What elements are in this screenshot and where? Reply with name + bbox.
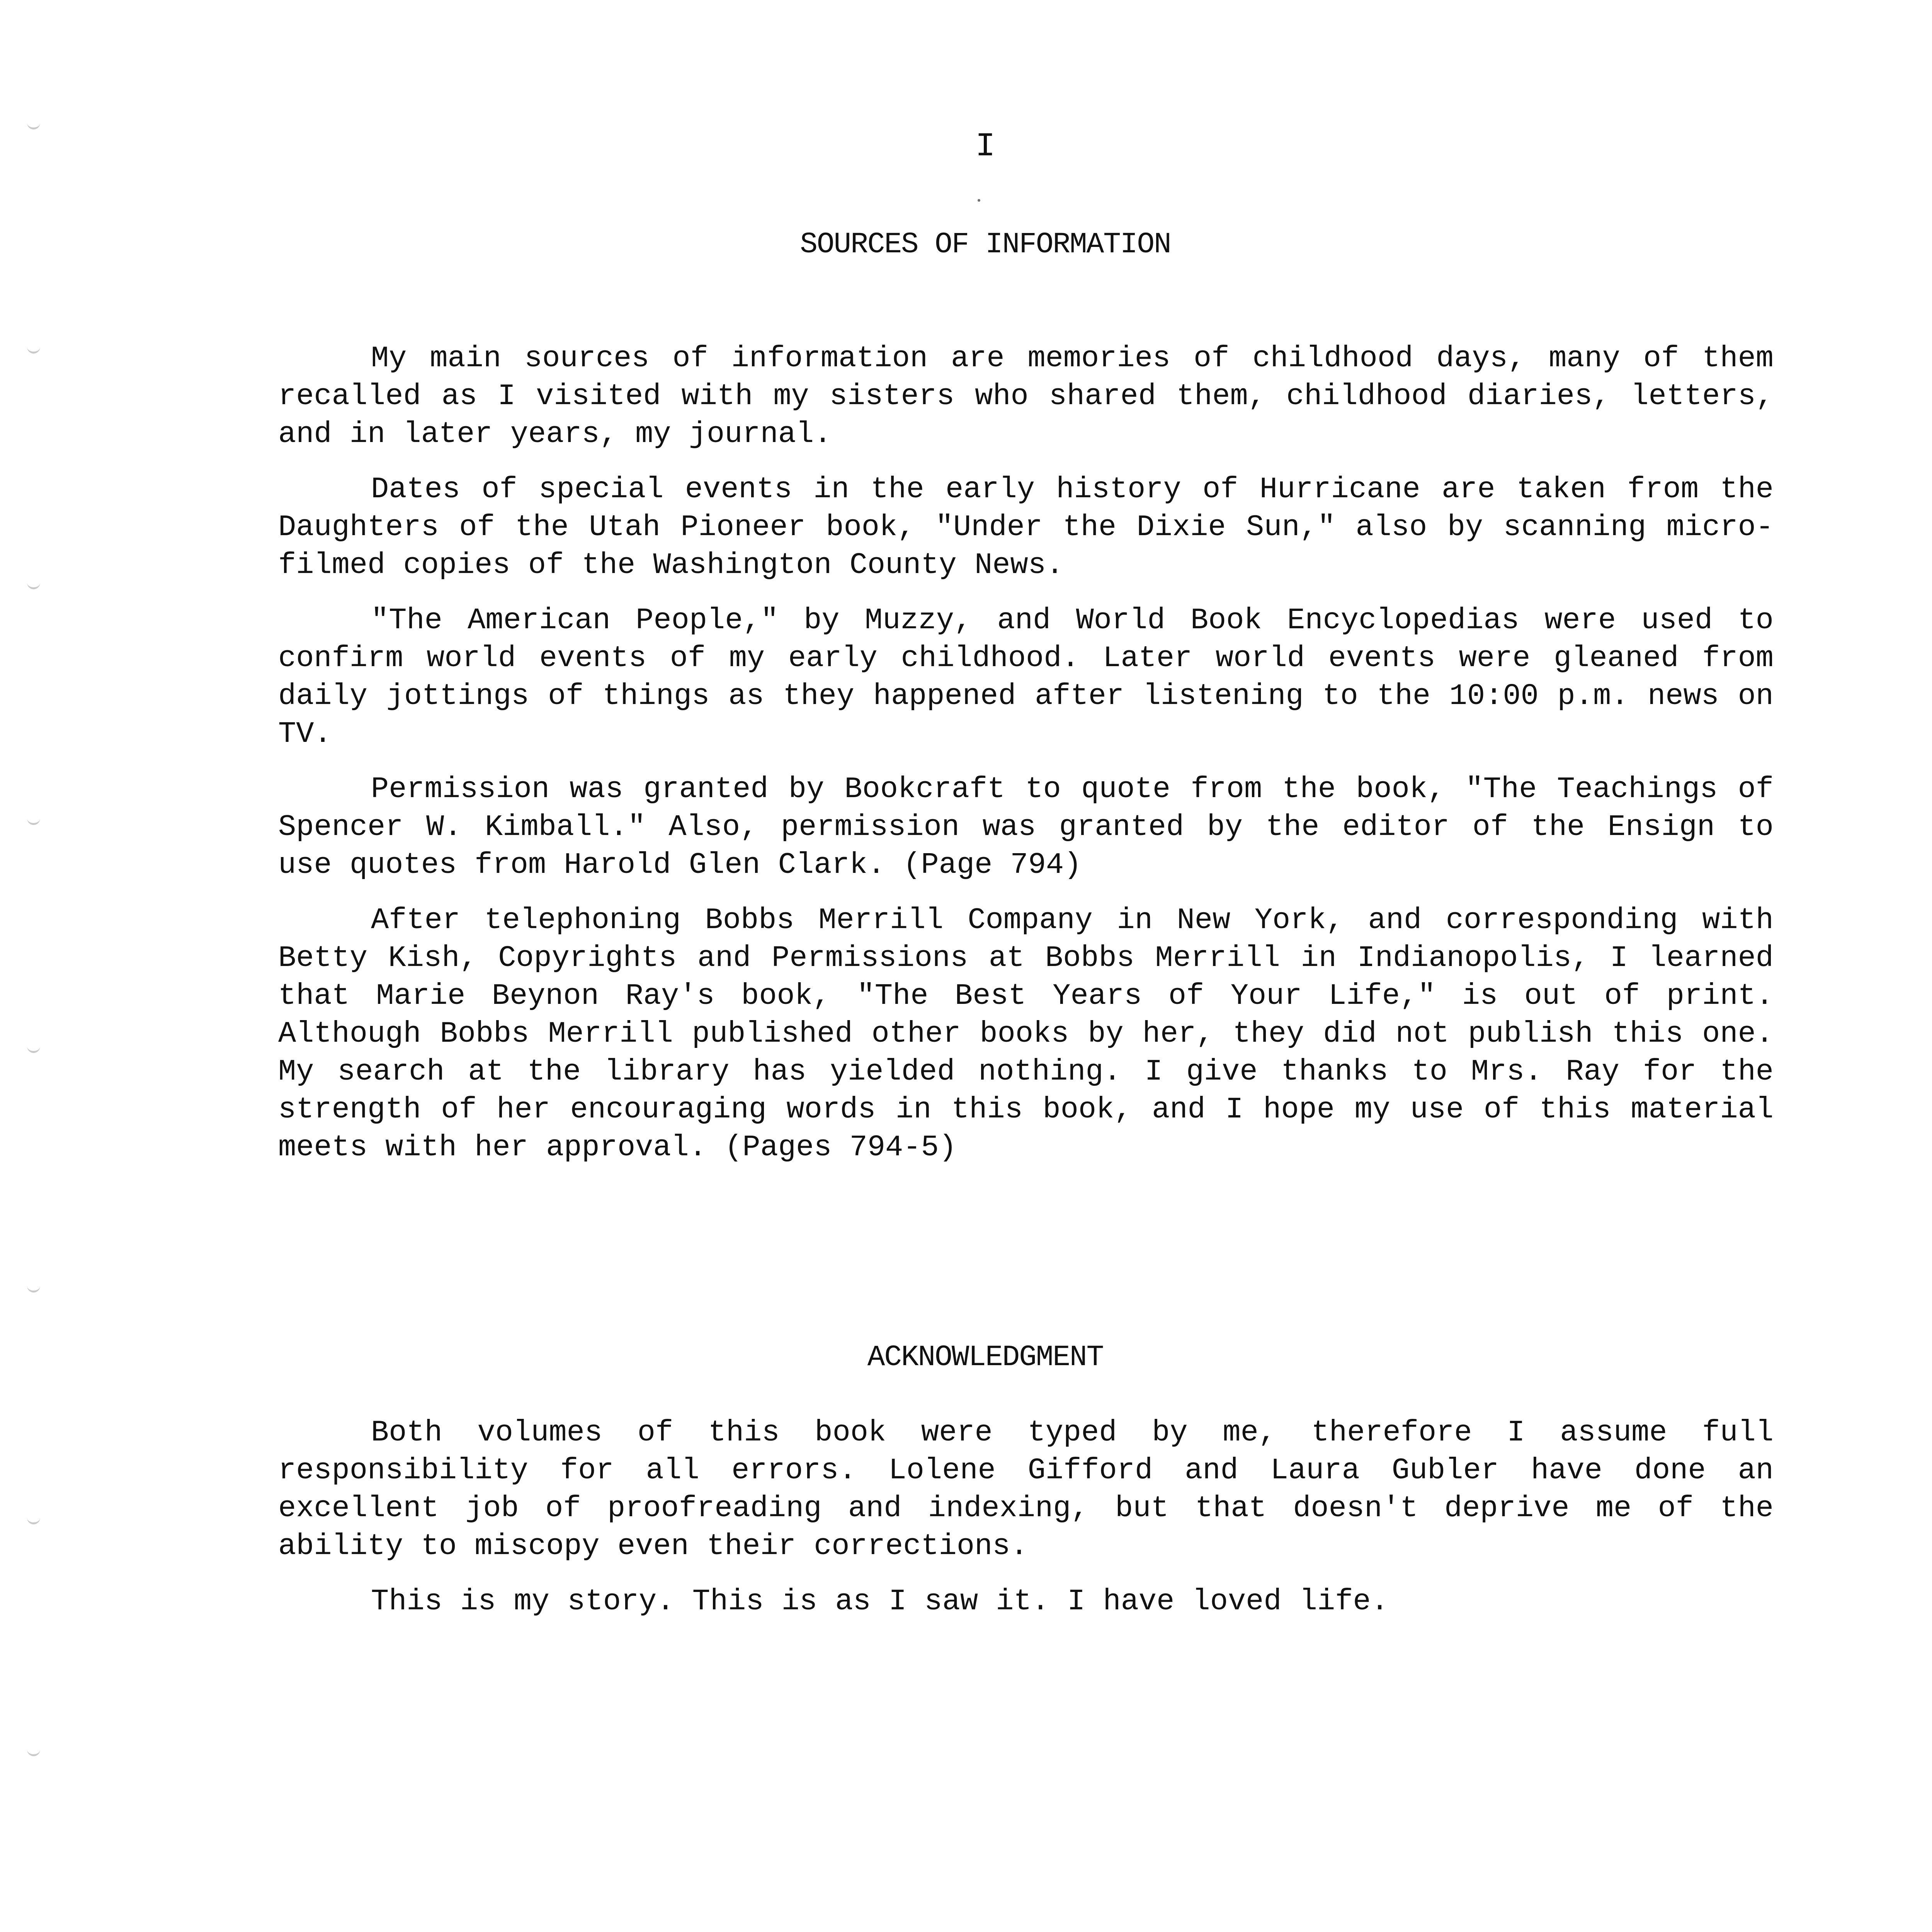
- binder-hole-mark: [27, 120, 40, 129]
- sources-paragraph: Permission was granted by Bookcraft to quote from the book, "The Teachings of Spencer W. Kimball." Also, permission was granted by the editor of the Ensign to use quotes from Harold Glen Clark. (Page 794): [278, 773, 1774, 882]
- acknowledgment-heading: ACKNOWLEDGMENT: [867, 1341, 1104, 1374]
- binder-hole-mark: [27, 815, 40, 825]
- binder-hole-mark: [27, 580, 40, 589]
- acknowledgment-paragraph: Both volumes of this book were typed by me, therefore I assume full responsibility for all errors. Lolene Gifford and Laura Gubler have done an excellent job of proofreading and indexing, but that doesn't deprive me of the ability to miscopy even their corrections.: [278, 1416, 1774, 1563]
- binder-hole-mark: [27, 1283, 40, 1293]
- sources-paragraph: My main sources of information are memories of childhood days, many of them recalled as I visited with my sisters who shared them, childhood diaries, letters, and in later years, my journal.: [278, 342, 1774, 451]
- sources-paragraph: Dates of special events in the early history of Hurricane are taken from the Daughters of the Utah Pioneer book, "Under the Dixie Sun," also by scanning micro-filmed copies of the Washington County News.: [278, 473, 1774, 582]
- acknowledgment-section: [278, 1414, 1774, 1638]
- binder-hole-mark: [27, 1043, 40, 1053]
- binder-hole-mark: [27, 1747, 40, 1756]
- binder-hole-mark: [27, 1515, 40, 1524]
- scan-speck: [978, 199, 980, 202]
- binder-hole-mark: [27, 344, 40, 354]
- sources-section: [278, 340, 1774, 1184]
- sources-paragraph: "The American People," by Muzzy, and World Book Encyclopedias were used to confirm world events of my early childhood. Later world events were gleaned from daily jottings of things as they happened after listening to the 10:00 p.m. news on TV.: [278, 604, 1774, 751]
- sources-paragraph: After telephoning Bobbs Merrill Company in New York, and corresponding with Betty Kish, Copyrights and Permissions at Bobbs Merrill in Indianopolis, I learned that Marie Beynon Ray's book, "The Best Years of Your Life," is out of print. Although Bobbs Merrill published other books by her, they did not publish this one. My search at the library has yielded nothing. I give thanks to Mrs. Ray for the strength of her encouraging words in this book, and I hope my use of this material meets with her approval. (Pages 794-5): [278, 904, 1774, 1165]
- sources-heading: SOURCES OF INFORMATION: [800, 228, 1171, 261]
- page-number: I: [975, 128, 995, 165]
- acknowledgment-paragraph: This is my story. This is as I saw it. I have loved life.: [371, 1585, 1389, 1619]
